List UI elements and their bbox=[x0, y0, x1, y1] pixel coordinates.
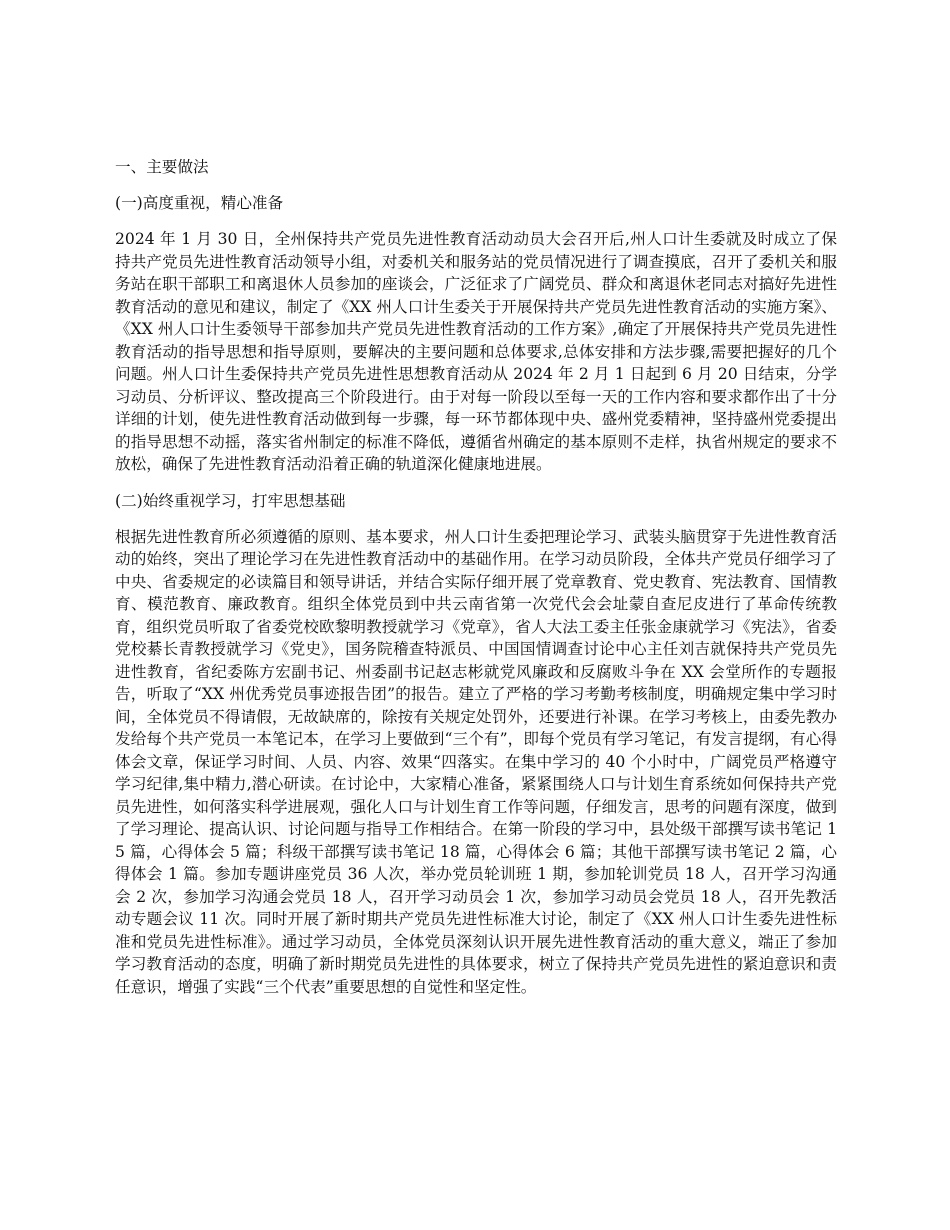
document-page bbox=[115, 156, 837, 1012]
subsection-heading-1: (一)高度重视，精心准备 bbox=[115, 194, 284, 212]
subsection-paragraph-1: 2024 年 1 月 30 日，全州保持共产党员先进性教育活动动员大会召开后,州人口计生委就及时成立了保持共产党员先进性教育活动领导小组，对委机关和服务站的党员情况进行了调查摸底，召开了委机关和服务站在职干部职工和离退休人员参加的座谈会，广泛征求了广阔党员、群众和离退休老同志对搞好先进性教育活动的意见和建议，制定了《XX 州人口计生委关于开展保持共产党员先进性教育活动的实施方案》、《XX 州人口计生委领导干部参加共产党员先进性教育活动的工作方案》,确定了开展保持共产党员先进性教育活动的指导思想和指导原则，要解决的主要问题和总体要求,总体安排和方法步骤,需要把握好的几个问题。州人口计生委保持共产党员先进性思想教育活动从 2024 年 2 月 1 日起到 6 月 20 日结束，分学习动员、分析评议、整改提高三个阶段进行。由于对每一阶段以至每一天的工作内容和要求都作出了十分详细的计划，使先进性教育活动做到每一步骤，每一环节都体现中央、盛州党委精神，坚持盛州党委提出的指导思想不动摇，落实省州制定的标准不降低，遵循省州确定的基本原则不走样，执省州规定的要求不放松，确保了先进性教育活动沿着正确的轨道深化健康地进展。 bbox=[115, 230, 837, 473]
section-title: 一、主要做法 bbox=[115, 158, 209, 176]
subsection-heading-2: (二)始终重视学习，打牢思想基础 bbox=[115, 491, 346, 510]
subsection-paragraph-2: 根据先进性教育所必须遵循的原则、基本要求，州人口计生委把理论学习、武装头脑贯穿于先进性教育活动的始终，突出了理论学习在先进性教育活动中的基础作用。在学习动员阶段，全体共产党员仔细学习了中央、省委规定的必读篇目和领导讲话，并结合实际仔细开展了党章教育、党史教育、宪法教育、国情教育、模范教育、廉政教育。组织全体党员到中共云南省第一次党代会会址蒙自查尼皮进行了革命传统教育，组织党员听取了省委党校欧黎明教授就学习《党章》，省人大法工委主任张金康就学习《宪法》，省委党校綦长青教授就学习《党史》，国务院稽查特派员、中国国情调查讨论中心主任刘吉就保持共产党员先进性教育，省纪委陈方宏副书记、州委副书记赵志彬就党风廉政和反腐败斗争在 XX 会堂所作的专题报告，听取了“XX 州优秀党员事迹报告团”的报告。建立了严格的学习考勤考核制度，明确规定集中学习时间，全体党员不得请假，无故缺席的，除按有关规定处罚外，还要进行补课。在学习考核上，由委先教办发给每个共产党员一本笔记本，在学习上要做到“三个有”，即每个党员有学习笔记，有发言提纲，有心得体会文章，保证学习时间、人员、内容、效果“四落实。在集中学习的 40 个小时中，广阔党员严格遵守学习纪律,集中精力,潜心研读。在讨论中，大家精心准备，紧紧围绕人口与计划生育系统如何保持共产党员先进性，如何落实科学进展观，强化人口与计划生育工作等问题，仔细发言，思考的问题有深度，做到了学习理论、提高认识、讨论问题与指导工作相结合。在第一阶段的学习中，县处级干部撰写读书笔记 15 篇，心得体会 5 篇；科级干部撰写读书笔记 18 篇，心得体会 6 篇；其他干部撰写读书笔记 2 篇，心得体会 1 篇。参加专题讲座党员 36 人次，举办党员轮训班 1 期，参加轮训党员 18 人，召开学习沟通会 2 次，参加学习沟通会党员 18 人，召开学习动员会 1 次，参加学习动员会党员 18 人，召开先教活动专题会议 11 次。同时开展了新时期共产党员先进性标准大讨论，制定了《XX 州人口计生委先进性标准和党员先进性标准》。通过学习动员，全体党员深刻认识开展先进性教育活动的重大意义，端正了参加学习教育活动的态度，明确了新时期党员先进性的具体要求，树立了保持共产党员先进性的紧迫意识和责任意识，增强了实践“三个代表”重要思想的自觉性和坚定性。 bbox=[115, 527, 837, 996]
